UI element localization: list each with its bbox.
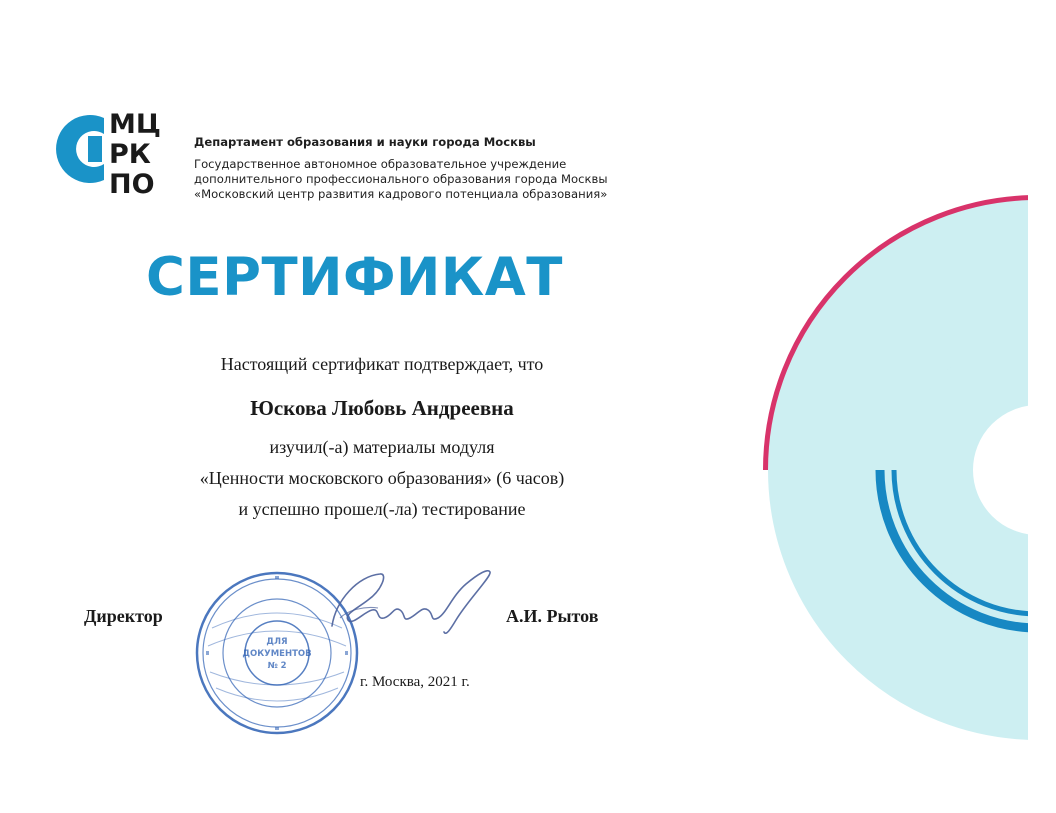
stamp-text-line-3: № 2 [267,661,287,671]
logo-icon [52,112,110,186]
director-name: А.И. Рытов [506,606,599,626]
institution-line-3: «Московский центр развития кадрового потенциала образования» [194,187,608,201]
certificate-title: СЕРТИФИКАТ [146,247,563,308]
logo-wordmark [109,110,169,200]
confirm-text: Настоящий сертификат подтверждает, что [220,354,544,374]
stamp-text-line-1: ДЛЯ [266,637,288,647]
logo-line-3: ПО [109,169,155,200]
director-role: Директор [84,606,163,626]
logo-line-1: МЦ [109,109,161,140]
institution-line-1: Государственное автономное образовательное учреждение [194,157,567,171]
recipient-name: Юскова Любовь Андреевна [250,396,514,420]
organization-header [194,135,614,202]
inner-ring [938,370,1056,570]
stamp-text-line-2: ДОКУМЕНТОВ [242,649,312,659]
place-date: г. Москва, 2021 г. [360,674,470,690]
passed-text: и успешно прошел(-ла) тестирование [238,499,526,519]
institution-line-2: дополнительного профессионального образования города Москвы [194,172,608,186]
studied-text: изучил(-а) материалы модуля [269,437,495,457]
logo-line-2: РК [109,139,151,170]
department-name: Департамент образования и науки города Москвы [194,135,536,149]
module-title: «Ценности московского образования» (6 часов) [199,468,565,488]
director-signature [318,560,498,640]
